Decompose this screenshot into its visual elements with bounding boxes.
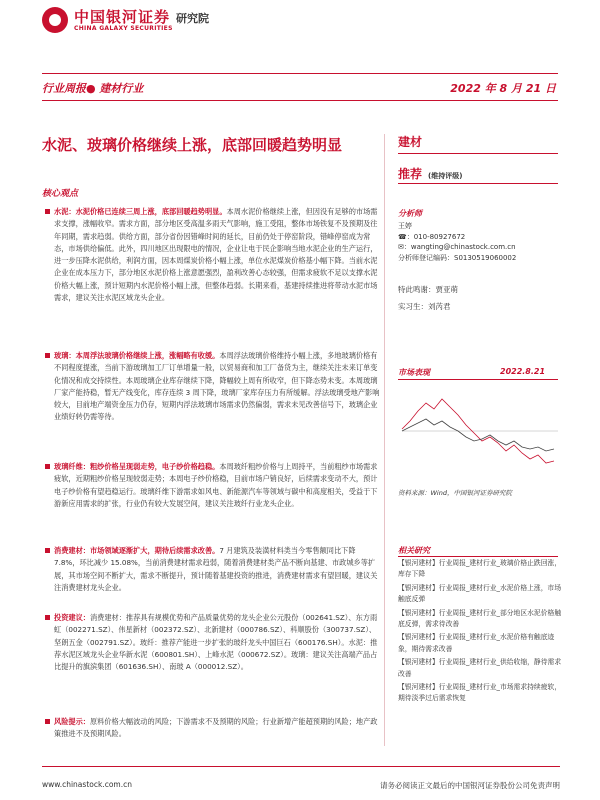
analyst-name: 王婷 [398, 222, 412, 230]
core-view-label: 核心观点 [42, 189, 79, 199]
acknowledgements [398, 281, 566, 315]
logo-institute: 研究院 [176, 12, 209, 25]
chart-source: 资料来源：Wind，中国银河证券研究院 [398, 489, 512, 497]
bullet-lead: 投资建议： [54, 613, 90, 622]
related-item[interactable]: 【银河建材】行业周报_建材行业_部分地区水泥价格触底反弹，需求待改善 [398, 608, 562, 629]
analyst-info [398, 221, 566, 263]
bullet-lead: 玻璃纤维：粗纱价格呈现弱走势，电子纱价格趋稳。 [54, 462, 220, 471]
bullet-body: 7 月建筑及装潢材料类当今零售额同比下降 7.8%，环比减少 15.08%，当前消费建材需求趋弱，随着消费建材类产品不断向基建、市政城乡等扩展，其市场空间不断扩大，需求不断提升，预计随着基建投资的推进，消费建材需求有望回暖，建议关注消费建材龙头企业。 [54, 546, 378, 592]
galaxy-logo-icon [42, 7, 68, 33]
related-item[interactable]: 【银河建材】行业周报_建材行业_水泥价格上涨，市场触底反弹 [398, 583, 562, 604]
report-type: 行业周报● 建材行业 [42, 82, 144, 95]
divider [398, 183, 558, 184]
bullet-glass [54, 350, 380, 424]
thanks-line: 特此鸣谢：贾亚萌 [398, 285, 458, 294]
bullet-lead: 风险提示： [54, 717, 90, 726]
divider [398, 153, 558, 154]
bullet-investment-advice [54, 612, 380, 673]
divider [398, 379, 558, 380]
bullet-lead: 消费建材：市场领域逐渐扩大，期待后续需求改善。 [54, 546, 220, 555]
bullet-consumer-materials [54, 545, 380, 594]
column-divider [384, 134, 385, 746]
bullet-body: 本周浮法玻璃价格维持小幅上涨，多地玻璃价格有不同程度提涨，当前下游玻璃加工厂订单增量一般，以贸易商和加工厂备货为主，继续关注未来订单变化情况和成交持续性。本周玻璃企业库存继续下降，降幅较上周有所收窄，但下降态势未变。本周玻璃厂家产能持稳，暂无产线变化，库存连续 3 周下降，玻璃厂家库存压力有所缓解。浮法玻璃受地产影响较大，目前地产端资金压力仍存，短期内浮法玻璃市场需求仍然偏弱，需求未见改善信号下，玻璃企业业绩好转仍需等待。 [54, 351, 380, 422]
page-footer [42, 766, 560, 796]
bullet-body: 本周水泥价格继续上涨，但因没有足够的市场需求支撑，涨幅收窄。需求方面，部分地区受高温多雨天气影响，施工受阻，整体市场铁复不及预期及往年同期，需求趋弱。供给方面，部分省份因错峰时间的延长，目前仍处于停窑阶段，错峰停窑成为常态，市场供给偏低。此外，四川地区出现限电的情况，企业让电于民企影响当地水泥企业的生产运行，进一步压降水泥供给，利润方面，因本周煤炭价格小幅上涨，单位水泥煤炭价格基小幅下降。当前水泥企业在成本压力下，部分地区水泥价格上涨意愿强烈，盈利改善心态较强，但需求疲软不足以支撑水泥价格大幅上涨，预计短期内水泥价格小幅上涨，但整体趋弱。长期来看，基建持续推进将带动水泥市场需求，建议关注水泥区域龙头企业。 [54, 207, 378, 303]
bullet-fiberglass [54, 461, 380, 510]
bullet-cement [54, 206, 380, 304]
intern-line: 实习生：刘芮君 [398, 302, 451, 311]
industry-name: 建材 [398, 135, 423, 149]
bullet-lead: 水泥：水泥价格已连续三周上涨，底部回暖趋势明显。 [54, 207, 227, 216]
report-header [0, 0, 600, 40]
logo-company-name: 中国银河证券 [74, 8, 171, 26]
market-performance-label: 市场表现 [398, 368, 430, 377]
bullet-body: 消费建材：推荐具有规模优势和产品质量优势的龙头企业公元股份（002641.SZ）、东方雨虹（002271.SZ）、伟星新材（002372.SZ）、北新建材（000786.SZ）、科顺股份（300737.SZ）、坚朗五金（002791.SZ）。玻纤：推荐产能进一步扩张的玻纤龙头中国巨石（600176.SH）。水泥：推荐水泥区域龙头企业华新水泥（600801.SH）、上峰水泥（000672.SZ）。玻璃：建议关注高端产品占比提升的旗滨集团（601636.SH）、南玻 A（000012.SZ）。 [54, 613, 378, 672]
market-performance-chart [398, 381, 560, 481]
related-item[interactable]: 【银河建材】行业周报_建材行业_市场需求持续疲软，期待淡季过后需求恢复 [398, 683, 562, 703]
analyst-phone: ☎：010-80927672 [398, 232, 466, 241]
bullet-body: 本周玻纤粗纱价格与上周持平，当前粗纱市场需求疲软，近期粗纱价格呈现较弱走势；本周电子纱价格稳，目前市场户销良好，后续需求变动不大，预计电子纱价格有望趋稳运行。玻璃纤维下游需求如风电、新能源汽车等领域与碳中和高度相关，受益于下游新应用需求的扩张，行业仍有较大发展空间，建议关注玻纤行业龙头企业。 [54, 462, 378, 508]
report-date: 2022 年 8 月 21 日 [450, 82, 556, 95]
rating-value: 推荐 [398, 167, 423, 181]
bullet-risk [54, 716, 380, 741]
market-performance-date: 2022.8.21 [500, 367, 546, 376]
analyst-cert: 分析师登记编码：S0130519060002 [398, 253, 517, 262]
related-item[interactable]: 【银河建材】行业周报_建材行业_供给收缩，静待需求改善 [398, 658, 562, 678]
report-title: 水泥、玻璃价格继续上涨，底部回暖趋势明显 [42, 136, 343, 154]
footer-url[interactable]: www.chinastock.com.cn [42, 780, 132, 789]
rating [398, 163, 566, 182]
logo-english-name: CHINA GALAXY SECURITIES [74, 25, 173, 32]
divider [398, 556, 558, 557]
related-item[interactable]: 【银河建材】行业周报_建材行业_玻璃价格止跌回涨，库存下降 [398, 559, 562, 579]
analyst-label: 分析师 [398, 209, 422, 218]
bullet-body: 原料价格大幅波动的风险；下游需求不及预期的风险；行业新增产能超预期的风险；地产政策推进不及预期风险。 [54, 717, 378, 739]
related-research-list [398, 558, 566, 707]
report-band [42, 73, 558, 101]
analyst-email: ✉：wangting@chinastock.com.cn [398, 243, 516, 251]
rating-note: (维持评级) [428, 172, 463, 180]
related-research-label: 相关研究 [398, 546, 430, 555]
bullet-lead: 玻璃：本周浮法玻璃价格继续上涨，涨幅略有收缓。 [54, 351, 220, 360]
chart-series-index [402, 419, 554, 451]
related-item[interactable]: 【银河建材】行业周报_建材行业_水泥价格有触底迹象，期待需求改善 [398, 633, 555, 653]
footer-disclaimer: 请务必阅读正文最后的中国银河证券股份公司免责声明 [380, 781, 560, 790]
